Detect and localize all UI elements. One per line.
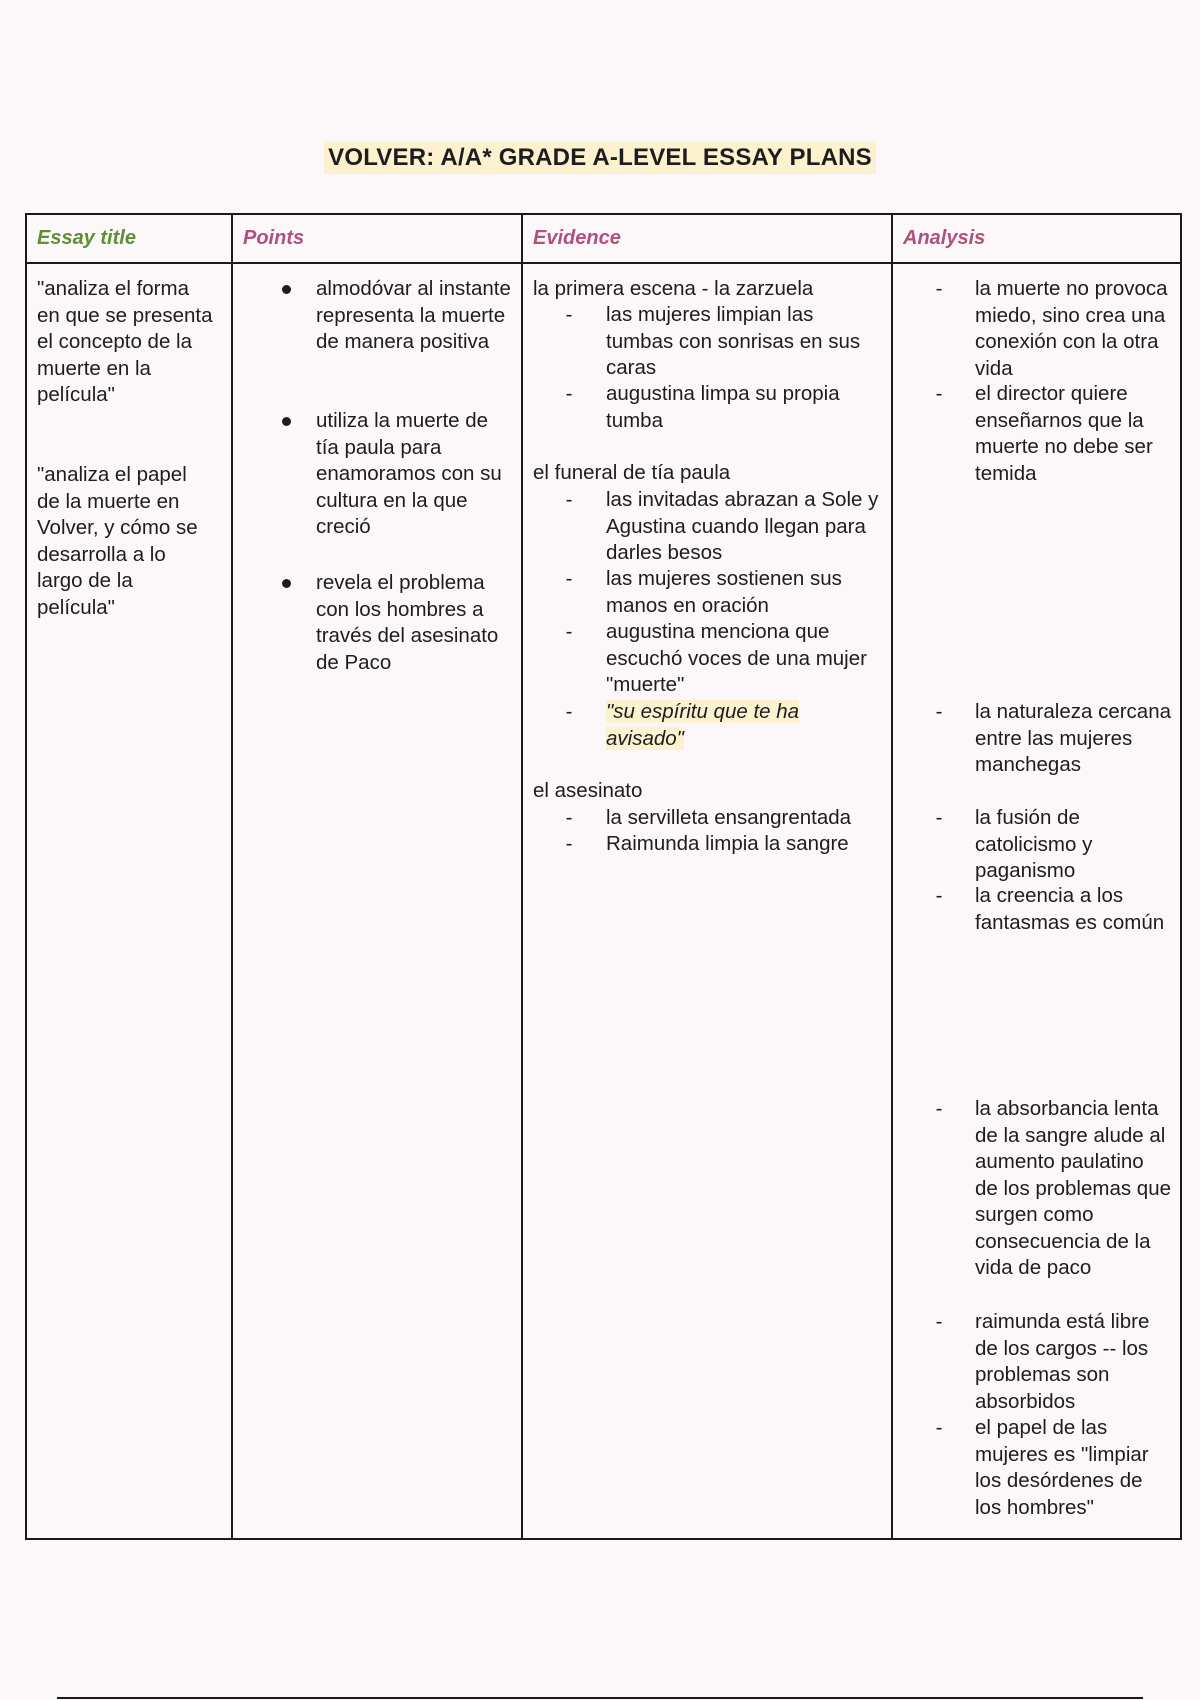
evidence-item: Raimunda limpia la sangre [606, 832, 849, 855]
page-title [0, 144, 1200, 172]
evidence-quote [606, 699, 881, 752]
bullet-icon [282, 285, 291, 294]
dash-icon: - [565, 488, 573, 511]
dash-icon: - [935, 1310, 943, 1333]
analysis-item: el papel de las mujeres es "limpiar los desórdenes de los hombres" [975, 1416, 1149, 1519]
evidence-item: augustina limpa su propia tumba [606, 382, 840, 432]
bullet-icon [282, 579, 291, 588]
evidence-cell [522, 263, 892, 1539]
point-text-3: revela el problema con los hombres a través del asesinato de Paco [316, 571, 499, 674]
highlighted-quote: "su espíritu que te ha avisado" [606, 700, 800, 750]
dash-icon: - [935, 806, 943, 829]
dash-icon: - [935, 382, 943, 405]
analysis-item: el director quiere enseñarnos que la muerte no debe ser temida [975, 382, 1153, 485]
evidence-item: la servilleta ensangrentada [606, 806, 852, 829]
dash-icon: - [565, 832, 573, 855]
essay-title-1: "analiza el forma en que se presenta el concepto de la muerte en la película" [37, 277, 213, 406]
dash-icon: - [565, 620, 573, 643]
title-text: VOLVER: A/A* GRADE A-LEVEL ESSAY PLANS [324, 141, 876, 174]
point-text-1: almodóvar al instante representa la muerte de manera positiva [316, 277, 511, 353]
essay-title-cell [26, 263, 232, 1539]
header-points: Points [232, 214, 522, 263]
header-evidence: Evidence [522, 214, 892, 263]
evidence-item: las mujeres sostienen sus manos en oración [606, 567, 842, 617]
dash-icon: - [935, 700, 943, 723]
header-analysis: Analysis [892, 214, 1181, 263]
evidence-heading-1: la primera escena - la zarzuela [533, 277, 814, 300]
evidence-item: augustina menciona que escuchó voces de una mujer "muerte" [606, 620, 867, 696]
dash-icon: - [565, 567, 573, 590]
essay-title-2: "analiza el papel de la muerte en Volver, y cómo se desarrolla a lo largo de la película" [37, 463, 198, 619]
footer-divider [57, 1697, 1143, 1699]
point-text-2: utiliza la muerte de tía paula para enamoramos con su cultura en la que creció [316, 409, 502, 538]
essay-plan-table [25, 213, 1182, 1540]
dash-icon: - [565, 303, 573, 326]
dash-icon: - [935, 884, 943, 907]
dash-icon: - [565, 700, 573, 723]
dash-icon: - [565, 806, 573, 829]
dash-icon: - [935, 277, 943, 300]
header-essay-title: Essay title [26, 214, 232, 263]
evidence-heading-2: el funeral de tía paula [533, 461, 731, 484]
analysis-item: la fusión de catolicismo y paganismo [975, 806, 1093, 882]
analysis-item: la creencia a los fantasmas es común [975, 884, 1165, 934]
analysis-item: la absorbancia lenta de la sangre alude al aumento paulatino de los problemas que surgen como consecuencia de la vida de paco [975, 1097, 1172, 1279]
header-row [26, 214, 1181, 263]
analysis-item: la naturaleza cercana entre las mujeres manchegas [975, 700, 1172, 776]
content-row [26, 263, 1181, 1539]
bullet-icon [282, 417, 291, 426]
analysis-item: la muerte no provoca miedo, sino crea una conexión con la otra vida [975, 277, 1168, 380]
dash-icon: - [935, 1097, 943, 1120]
dash-icon: - [935, 1416, 943, 1439]
analysis-item: raimunda está libre de los cargos -- los problemas son absorbidos [975, 1310, 1150, 1413]
evidence-item: las invitadas abrazan a Sole y Agustina cuando llegan para darles besos [606, 488, 879, 564]
evidence-heading-3: el asesinato [533, 779, 643, 802]
points-cell [232, 263, 522, 1539]
analysis-cell [892, 263, 1181, 1539]
evidence-item: las mujeres limpian las tumbas con sonrisas en sus caras [606, 303, 861, 379]
dash-icon: - [565, 382, 573, 405]
